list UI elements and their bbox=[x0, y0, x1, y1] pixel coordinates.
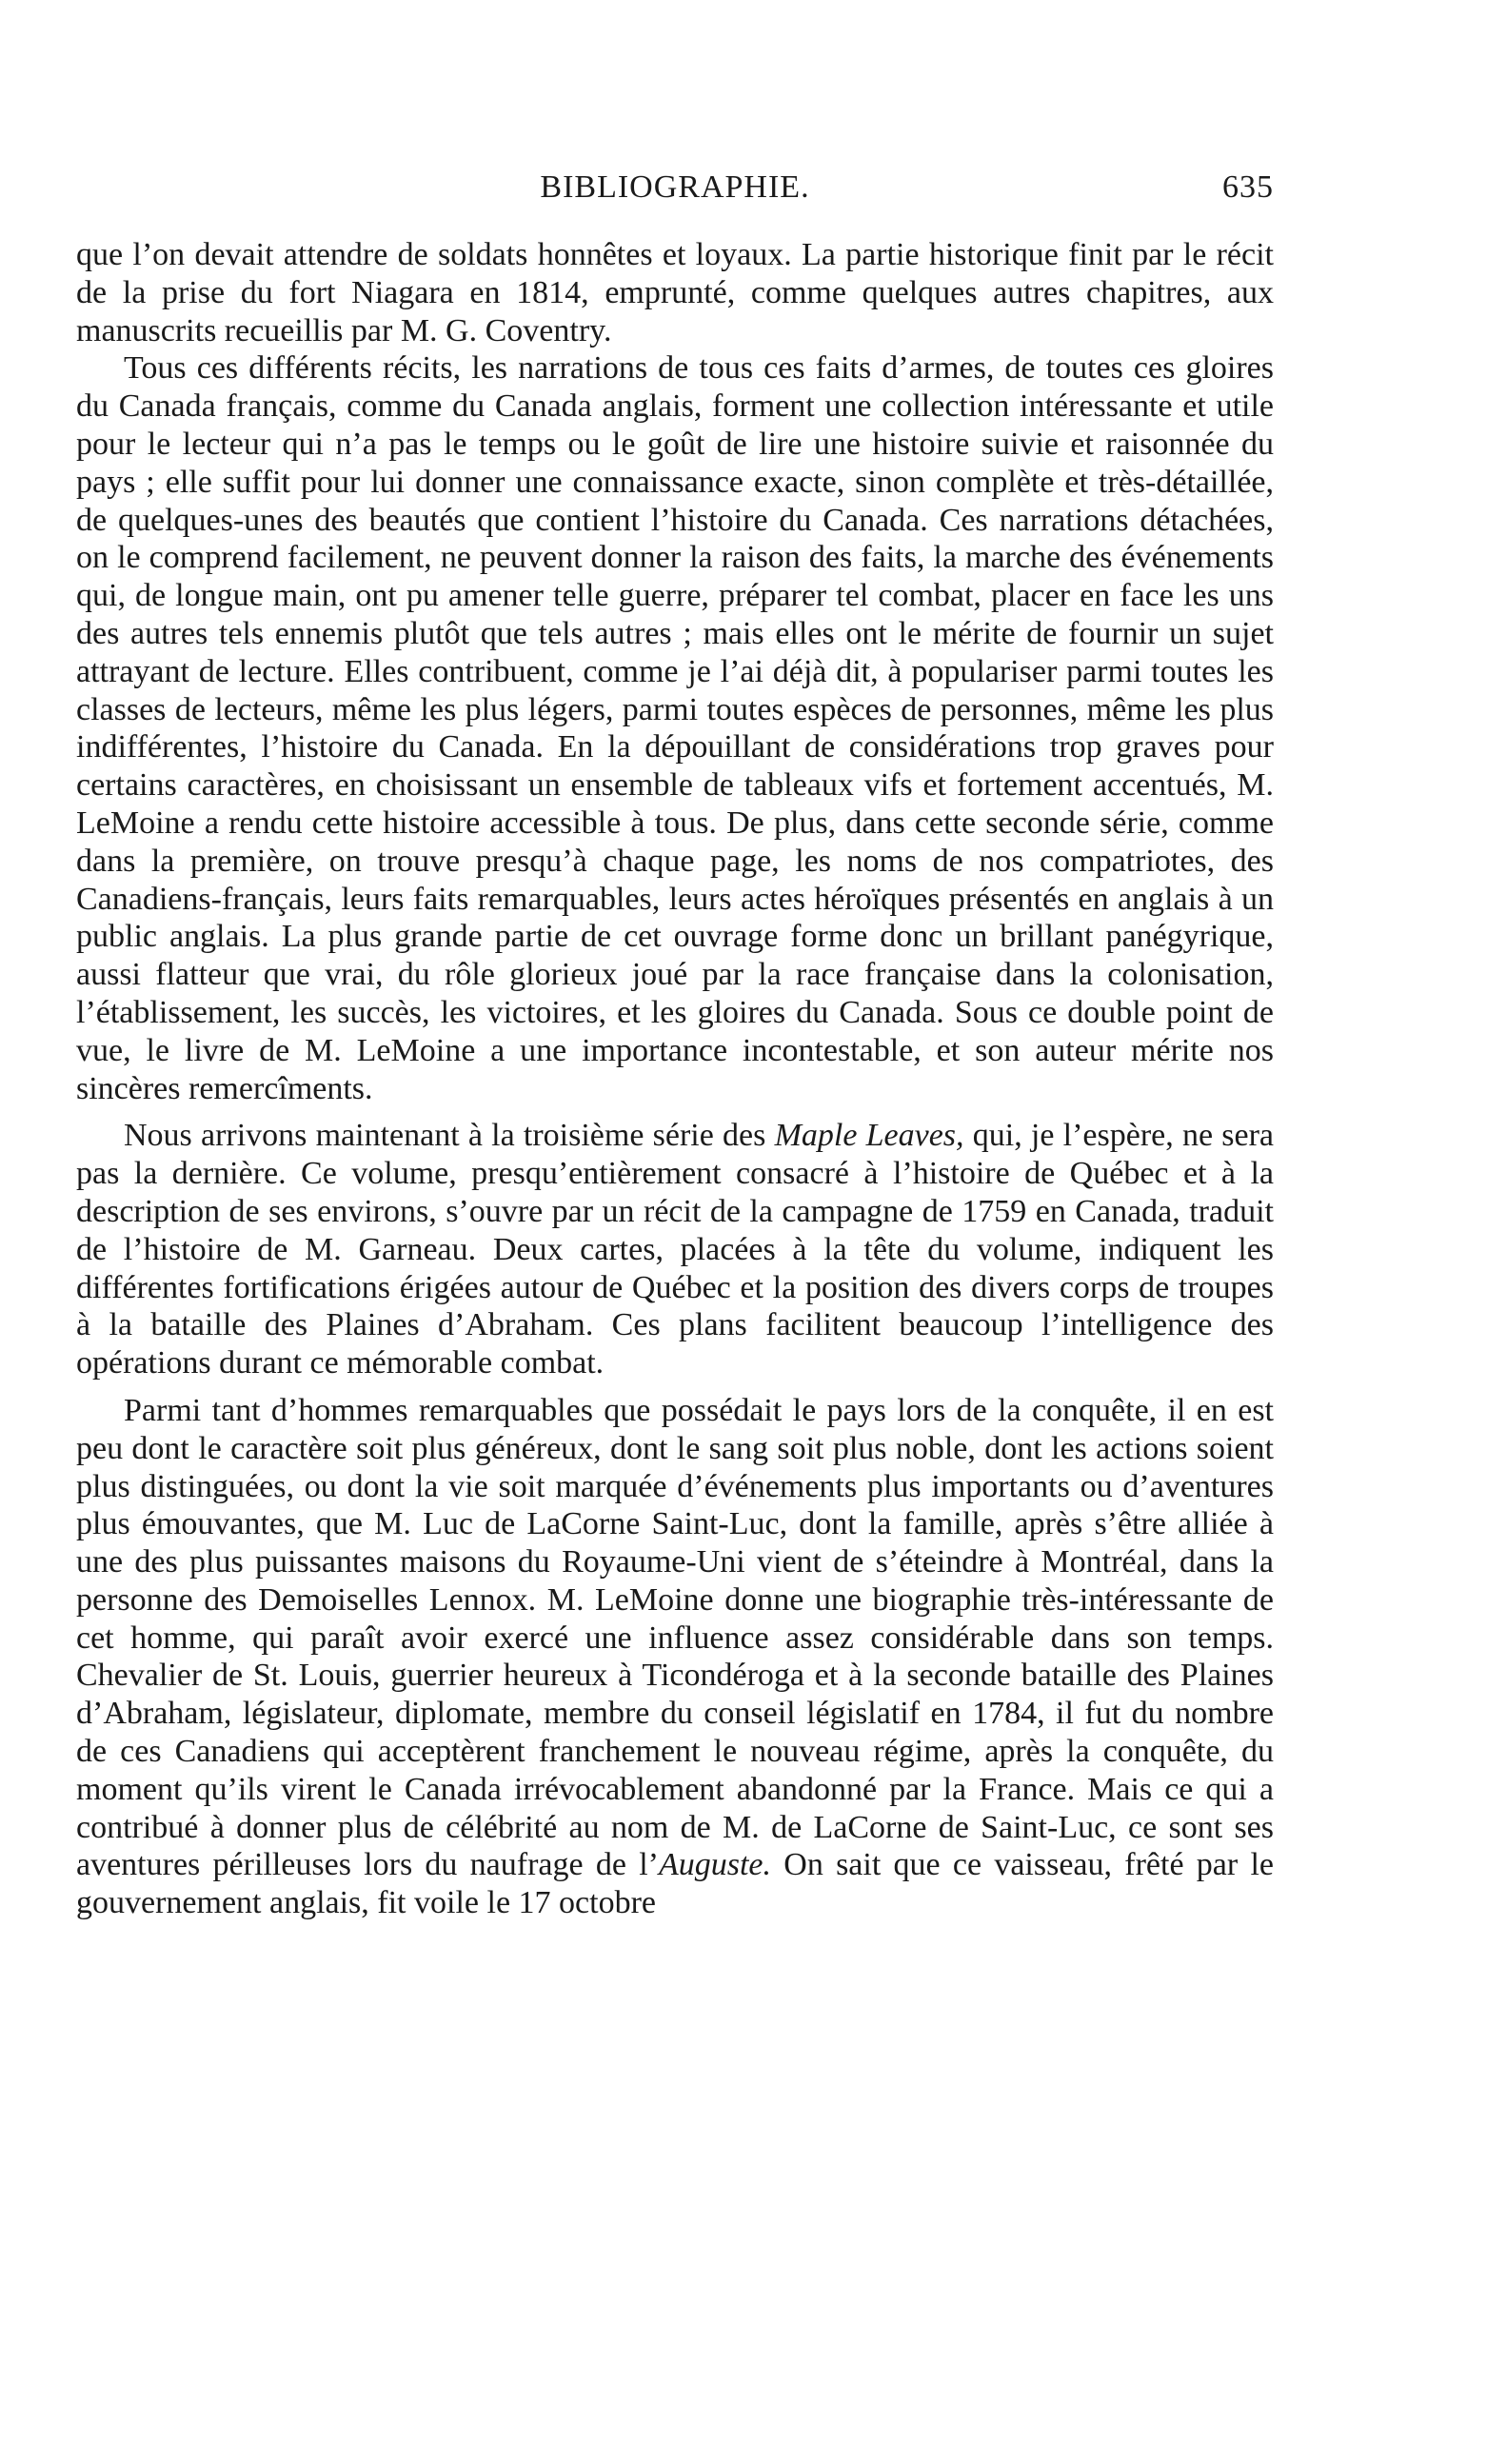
text-run: qui, je l’espère, ne sera pas la dernière. Ce volume, presqu’entièrement consacré à l’histoire de Québec et à la description de ses environs, s’ouvre par un récit de la campagne de 1759 en Canada, traduit de l’histoire de M. Garneau. Deux cartes, placées à la tête du volume, indiquent les différentes fortifications érigées autour de Québec et la position des divers corps de troupes à la bataille des Plaines d’Abraham. Ces plans facilitent beaucoup l’intelligence des opérations durant ce mémorable combat. bbox=[76, 1118, 1274, 1381]
paragraph-third-series bbox=[76, 1117, 1274, 1382]
text-run: On sait que ce vaisseau, frêté par le gouvernement anglais, fit voile le 17 octobre bbox=[76, 1847, 1274, 1921]
running-title: BIBLIOGRAPHIE. bbox=[540, 169, 810, 205]
text-run: Parmi tant d’hommes remarquables que possédait le pays lors de la conquête, il en est peu dont le caractère soit plus généreux, dont le sang soit plus noble, dont les actions soient plus distinguées, ou dont la vie soit marquée d’événements plus importants ou d’aventures plus émouvantes, que M. Luc de LaCorne Saint-Luc, dont la famille, après s’être alliée à une des plus puissantes maisons du Royaume-Uni vient de s’éteindre à Montréal, dans la personne des Demoiselles Lennox. M. LeMoine donne une biographie très-intéressante de cet homme, qui paraît avoir exercé une influence assez considérable dans son temps. Chevalier de St. Louis, guerrier heureux à Ticondéroga et à la seconde bataille des Plaines d’Abraham, législateur, diplomate, membre du conseil législatif en 1784, il fut du nombre de ces Canadiens qui acceptèrent franchement le nouveau régime, après la conquête, du moment qu’ils virent le Canada irrévocablement abandonné par la France. Mais ce qui a contribué à donner plus de célébrité au nom de M. de LaCorne de Saint-Luc, ce sont ses aventures périlleuses lors du naufrage de l’ bbox=[76, 1392, 1274, 1883]
document-page bbox=[76, 169, 1274, 1922]
page-number: 635 bbox=[1222, 169, 1274, 205]
paragraph-lacorne bbox=[76, 1392, 1274, 1922]
italic-title-maple-leaves: Maple Leaves, bbox=[774, 1118, 964, 1154]
running-header bbox=[76, 169, 1274, 215]
italic-ship-name: Auguste. bbox=[658, 1847, 772, 1883]
paragraph-narrations: Tous ces différents récits, les narrations de tous ces faits d’armes, de toutes ces gloires du Canada français, comme du Canada anglais, forment une collection intéressante et utile pour le lecteur qui n’a pas le temps ou le goût de lire une histoire suivie et raisonnée du pays ; elle suffit pour lui donner une connaissance exacte, sinon complète et très-détaillée, de quelques-unes des beautés que contient l’histoire du Canada. Ces narrations détachées, on le comprend facilement, ne peuvent donner la raison des faits, la marche des événements qui, de longue main, ont pu amener telle guerre, préparer tel combat, placer en face les uns des autres tels ennemis plutôt que tels autres ; mais elles ont le mérite de fournir un sujet attrayant de lecture. Elles contribuent, comme je l’ai déjà dit, à populariser parmi toutes les classes de lecteurs, même les plus légers, parmi toutes espèces de personnes, même les plus indifférentes, l’histoire du Canada. En la dépouillant de considérations trop graves pour certains caractères, en choisissant un ensemble de tableaux vifs et fortement accentués, M. LeMoine a rendu cette histoire accessible à tous. De plus, dans cette seconde série, comme dans la première, on trouve presqu’à chaque page, les noms de nos compatriotes, des Canadiens-français, leurs faits remarquables, leurs actes héroïques présentés en anglais à un public anglais. La plus grande partie de cet ouvrage forme donc un brillant panégyrique, aussi flatteur que vrai, du rôle glorieux joué par la race française dans la colonisation, l’établissement, les succès, les victoires, et les gloires du Canada. Sous ce double point de vue, le livre de M. LeMoine a une importance incontestable, et son auteur mérite nos sincères remercîments. bbox=[76, 350, 1274, 1106]
paragraph-continued: que l’on devait attendre de soldats honnêtes et loyaux. La partie historique finit par le récit de la prise du fort Niagara en 1814, emprunté, comme quelques autres chapitres, aux manuscrits recueillis par M. G. Coventry. bbox=[76, 237, 1274, 348]
text-run: Nous arrivons maintenant à la troisième série des bbox=[124, 1118, 775, 1154]
body-text bbox=[76, 236, 1274, 1922]
